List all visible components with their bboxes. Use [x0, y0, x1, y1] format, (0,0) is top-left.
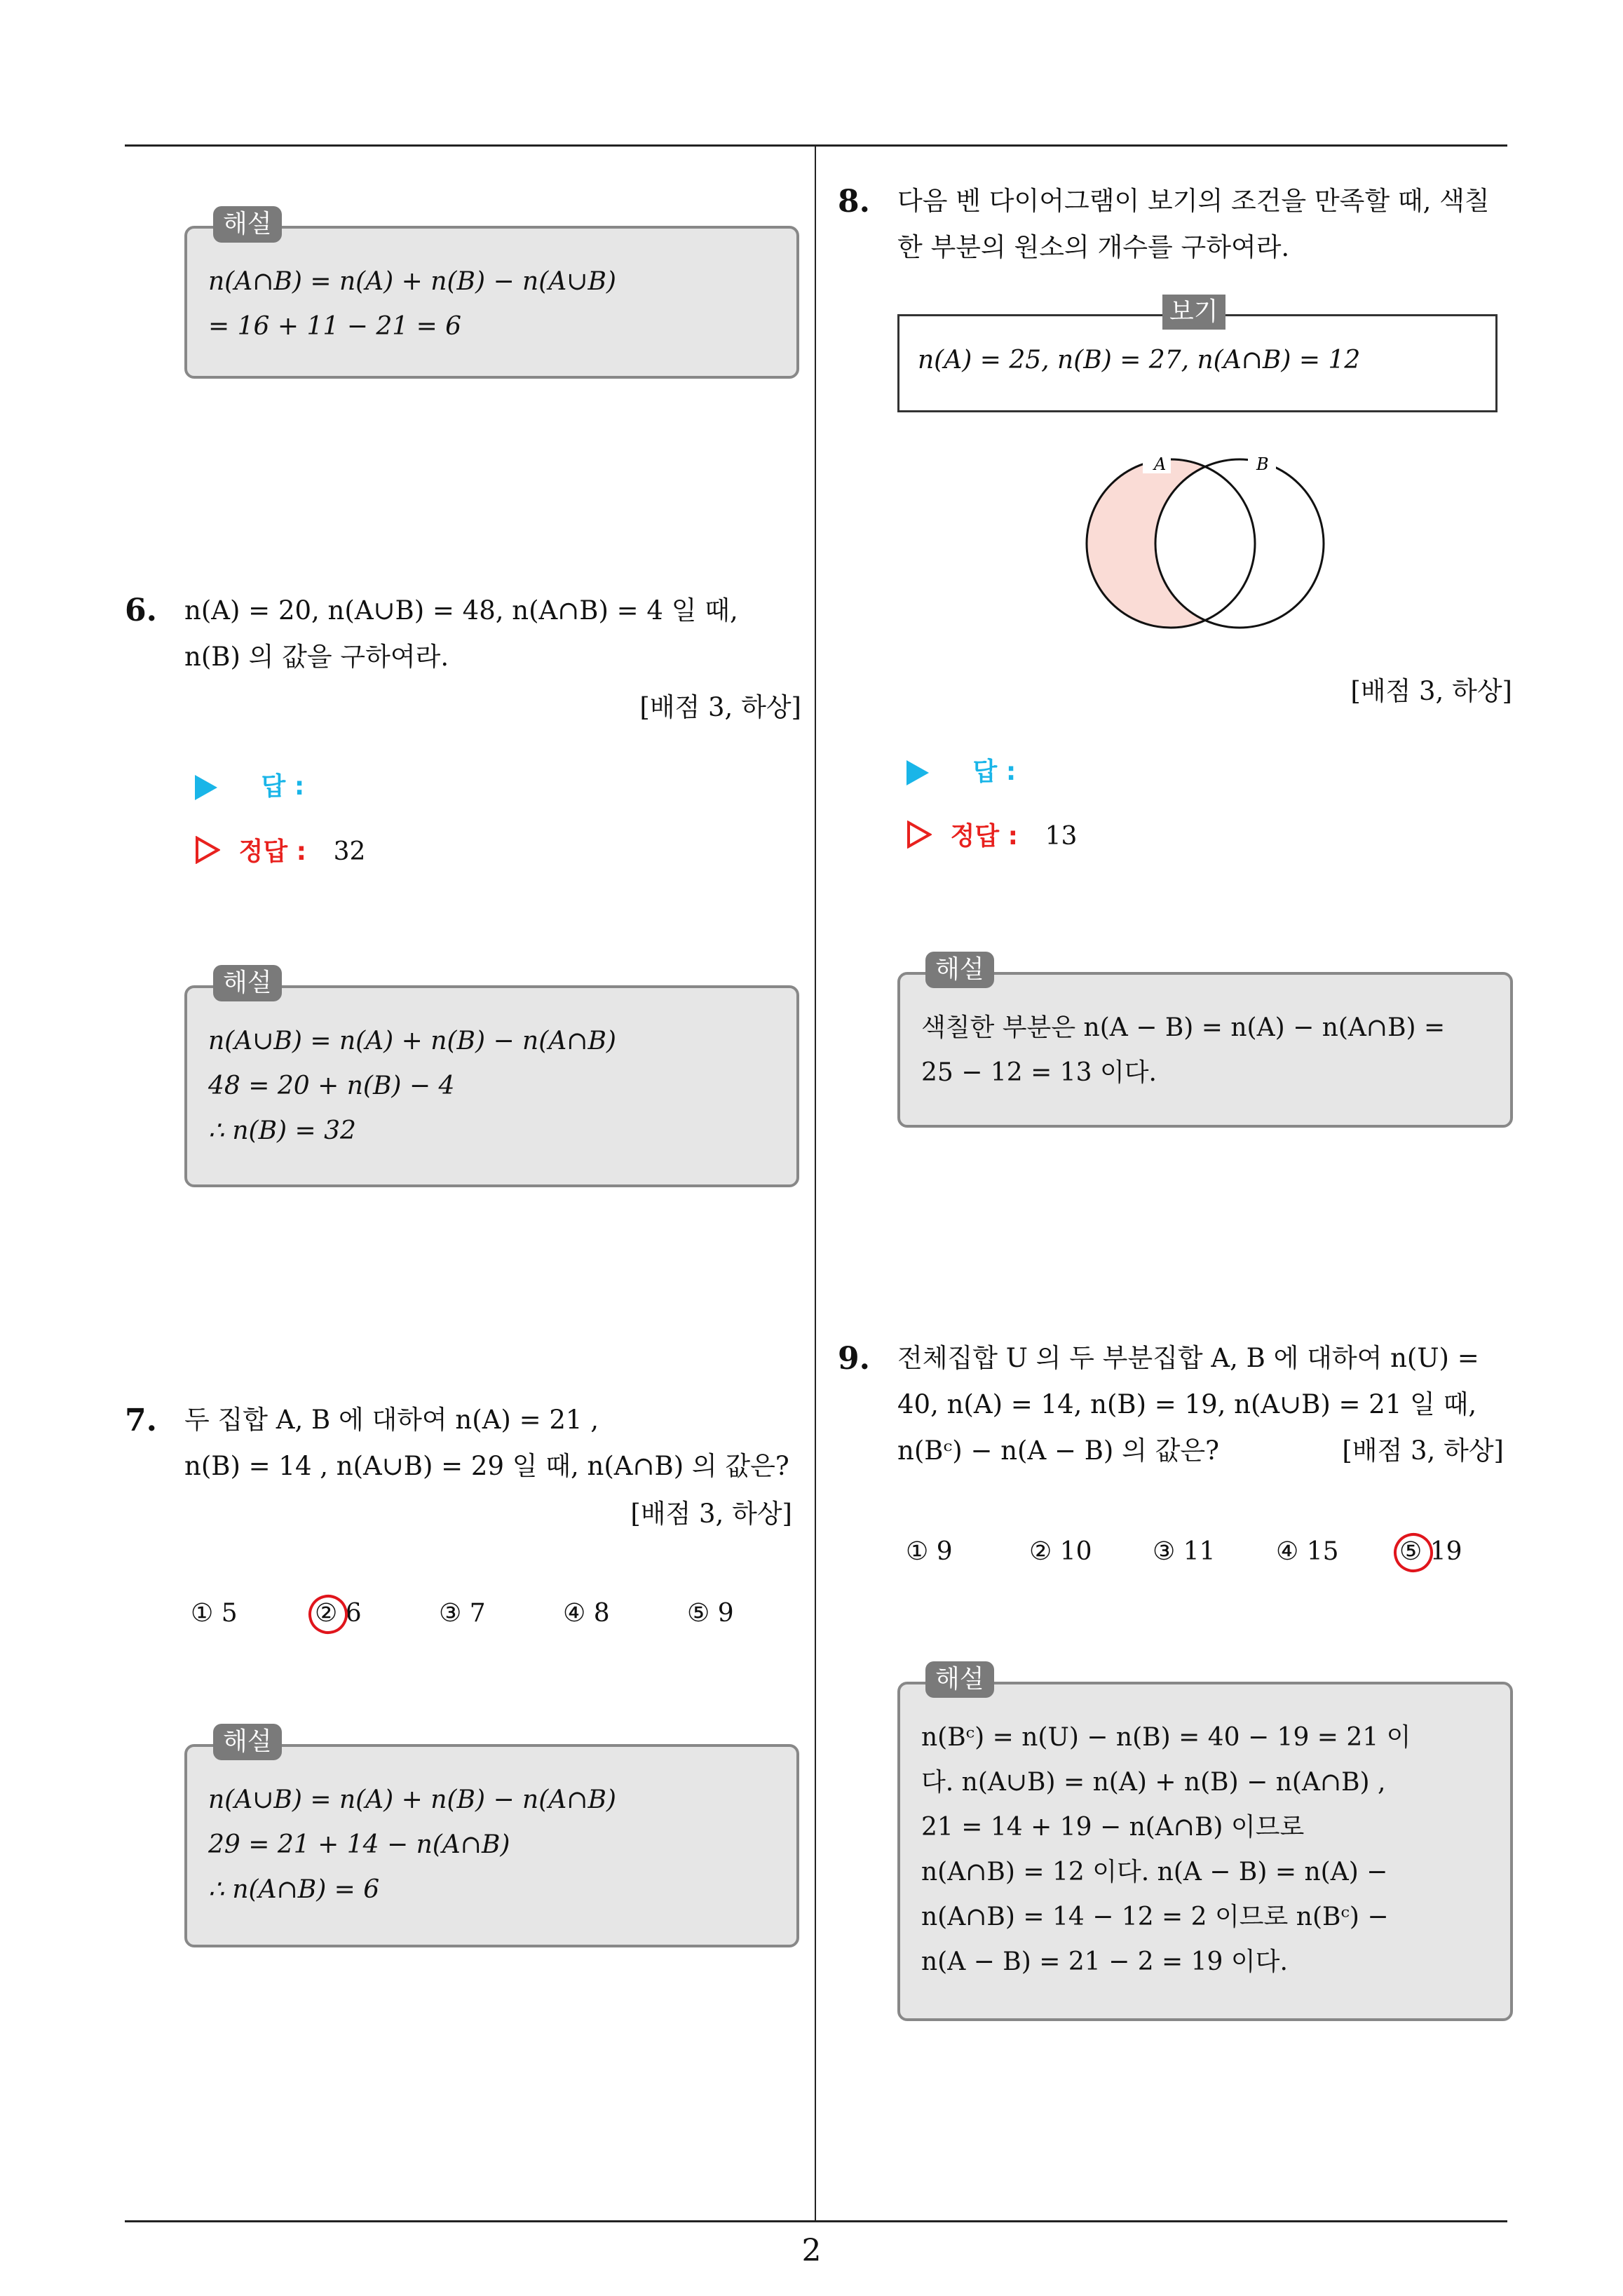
q7-choice-1[interactable]: ① 5 [191, 1599, 238, 1628]
q9-choice-2[interactable]: ② 10 [1029, 1537, 1092, 1566]
q8-venn-diagram [1066, 449, 1346, 631]
q6-number: 6. [125, 593, 157, 628]
q6-solution-line-1: n(A∪B) = n(A) + n(B) − n(A∩B) [208, 1027, 616, 1055]
q6-correct-row [195, 832, 365, 870]
q6-line-1: n(A) = 20, n(A∪B) = 48, n(A∩B) = 4 일 때, [184, 595, 738, 626]
q8-correct-value: 13 [1045, 822, 1078, 851]
q5-solution-box [184, 226, 799, 379]
q7-solution-line-3: ∴ n(A∩B) = 6 [208, 1875, 380, 1904]
q6-answer-row [195, 767, 304, 802]
top-rule [125, 144, 1507, 147]
q7-solution-line-2: 29 = 21 + 14 − n(A∩B) [208, 1830, 510, 1859]
q7-line-1: 두 집합 A, B 에 대하여 n(A) = 21 , [184, 1405, 599, 1435]
q6-solution-box [184, 985, 799, 1187]
q6-answer-label: 답 : [261, 772, 305, 801]
q7-solution-tag: 해설 [213, 1724, 282, 1760]
q8-score: [배점 3, 하상] [1350, 676, 1512, 706]
q8-condition-tag: 보기 [1162, 295, 1225, 330]
q6-text [184, 588, 801, 680]
q9-number: 9. [838, 1341, 870, 1377]
q9-choice-5[interactable]: ⑤ 19 [1399, 1537, 1462, 1566]
q6-correct-label: 정답 : [238, 837, 307, 866]
q8-line-2: 한 부분의 원소의 개수를 구하여라. [897, 232, 1290, 262]
q5-solution-tag: 해설 [213, 206, 282, 243]
q7-choice-5[interactable]: ⑤ 9 [687, 1599, 734, 1628]
q7-solution-box [184, 1744, 799, 1947]
q6-solution-tag: 해설 [213, 965, 282, 1001]
q8-answer-row [906, 752, 1016, 788]
q7-number: 7. [125, 1403, 157, 1438]
q9-solution-line-3: 21 = 14 + 19 − n(A∩B) 이므로 [921, 1813, 1305, 1842]
q9-solution-line-2: 다. n(A∪B) = n(A) + n(B) − n(A∩B) , [921, 1768, 1386, 1797]
q8-correct-label: 정답 : [950, 822, 1019, 851]
q6-line-2: n(B) 의 값을 구하여라. [184, 642, 449, 672]
venn-label-a: A [1154, 454, 1167, 474]
venn-label-b: B [1256, 454, 1269, 474]
q8-solution-tag: 해설 [925, 952, 994, 988]
q5-solution-line-1: n(A∩B) = n(A) + n(B) − n(A∪B) [208, 267, 616, 296]
q6-correct-value: 32 [333, 837, 366, 866]
q8-solution-line-1: 색칠한 부분은 n(A − B) = n(A) − n(A∩B) = [921, 1013, 1446, 1042]
q7-selected-circle-mark [304, 1591, 353, 1639]
q8-line-1: 다음 벤 다이어그램이 보기의 조건을 만족할 때, 색칠 [897, 186, 1490, 216]
q7-choice-2[interactable]: ② 6 [315, 1599, 362, 1628]
q9-choice-4[interactable]: ④ 15 [1276, 1537, 1339, 1566]
q8-number: 8. [838, 184, 870, 220]
q9-solution-line-5: n(A∩B) = 14 − 12 = 2 이므로 n(Bᶜ) − [921, 1903, 1389, 1931]
outline-arrow-icon [195, 836, 220, 870]
page-number: 2 [801, 2233, 822, 2269]
q7-line-2: n(B) = 14 , n(A∪B) = 29 일 때, n(A∩B) 의 값은? [184, 1451, 789, 1481]
q9-solution-tag: 해설 [925, 1661, 994, 1698]
q6-solution-line-2: 48 = 20 + n(B) − 4 [208, 1072, 455, 1100]
q7-choice-4[interactable]: ④ 8 [563, 1599, 610, 1628]
q9-solution-line-1: n(Bᶜ) = n(U) − n(B) = 40 − 19 = 21 이 [921, 1723, 1411, 1752]
q9-choice-3[interactable]: ③ 11 [1153, 1537, 1216, 1566]
q9-line-2: 40, n(A) = 14, n(B) = 19, n(A∪B) = 21 일 때, [897, 1389, 1477, 1419]
q9-solution-line-6: n(A − B) = 21 − 2 = 19 이다. [921, 1947, 1288, 1976]
q8-solution-box [897, 972, 1513, 1128]
q8-answer-label: 답 : [972, 757, 1017, 786]
q9-selected-circle-mark [1390, 1529, 1438, 1577]
q8-condition-text: n(A) = 25, n(B) = 27, n(A∩B) = 12 [918, 346, 1361, 374]
q9-solution-line-4: n(A∩B) = 12 이다. n(A − B) = n(A) − [921, 1858, 1388, 1886]
play-arrow-icon [906, 760, 929, 785]
q5-solution-line-2: = 16 + 11 − 21 = 6 [208, 312, 462, 341]
q7-choice-3[interactable]: ③ 7 [439, 1599, 486, 1628]
q9-score: [배점 3, 하상] [1342, 1436, 1504, 1466]
q7-text [184, 1397, 801, 1490]
q8-solution-line-2: 25 − 12 = 13 이다. [921, 1058, 1157, 1087]
q7-score: [배점 3, 하상] [630, 1499, 792, 1529]
q9-line-1: 전체집합 U 의 두 부분집합 A, B 에 대하여 n(U) = [897, 1343, 1479, 1373]
q8-text [897, 178, 1514, 271]
bottom-rule [125, 2220, 1507, 2222]
q6-solution-line-3: ∴ n(B) = 32 [208, 1116, 356, 1145]
q9-choices [906, 1537, 1509, 1579]
q8-correct-row [906, 816, 1077, 855]
q6-score: [배점 3, 하상] [639, 692, 801, 722]
outline-arrow-icon [906, 821, 932, 855]
play-arrow-icon [195, 775, 217, 800]
q7-solution-line-1: n(A∪B) = n(A) + n(B) − n(A∩B) [208, 1785, 616, 1814]
q9-solution-box [897, 1682, 1513, 2021]
column-divider [815, 144, 816, 2222]
q7-choices [191, 1599, 794, 1641]
q9-choice-1[interactable]: ① 9 [906, 1537, 953, 1566]
q9-line-3: n(Bᶜ) − n(A − B) 의 값은? [897, 1436, 1219, 1466]
